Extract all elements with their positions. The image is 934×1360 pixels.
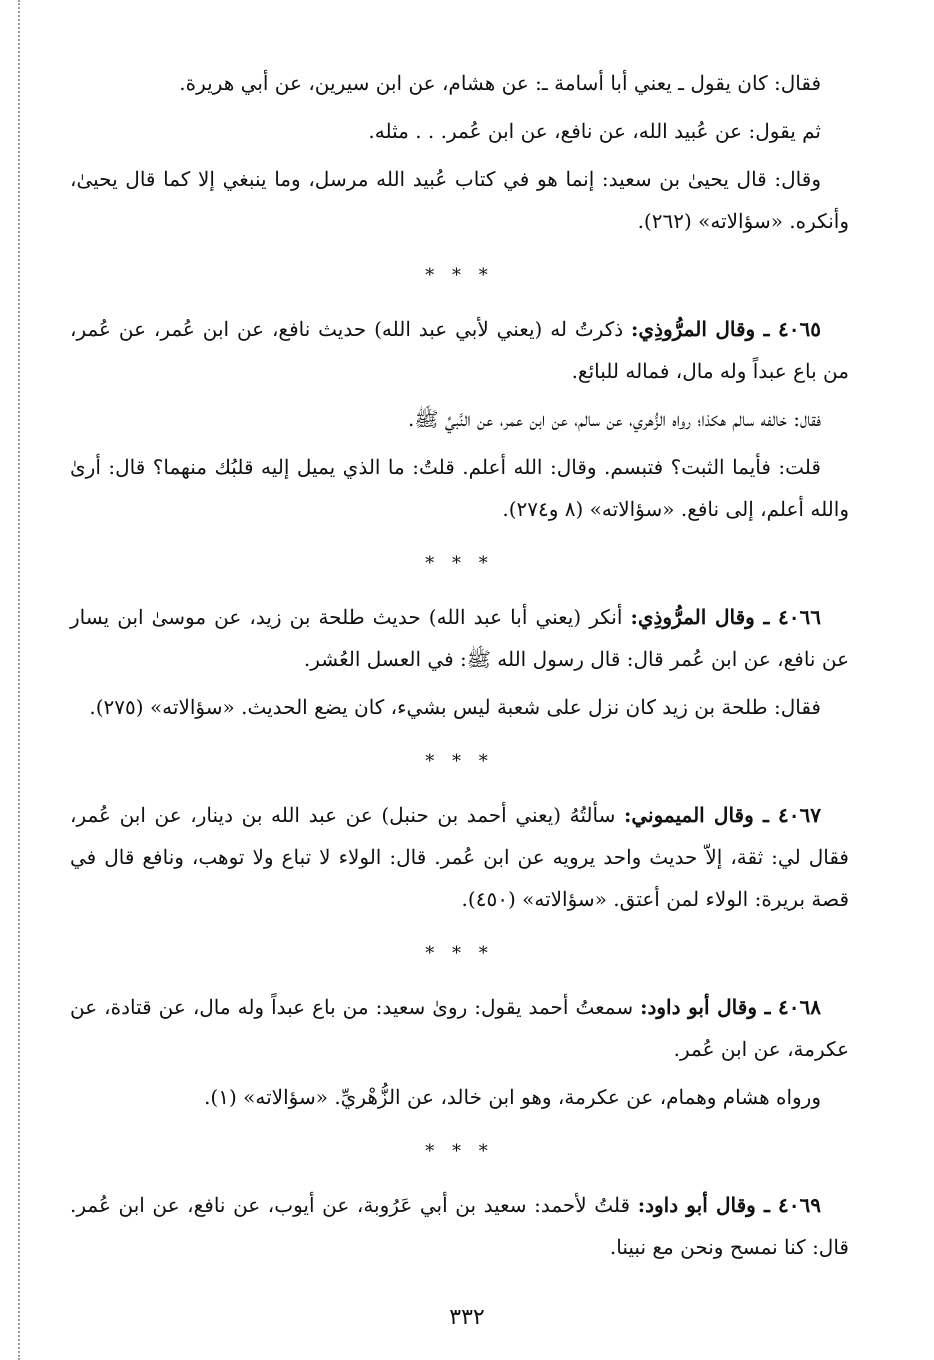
section-separator: * * * (425, 265, 494, 286)
entry-heading: ٤٠٦٩ ـ وقال أبو داود: (637, 1193, 822, 1217)
text-paragraph: فقال: كان يقول ـ يعني أبا أسامة ـ: عن هشام، عن ابن سيرين، عن أبي هريرة. (179, 71, 821, 95)
text-paragraph: ثم يقول: عن عُبيد الله، عن نافع، عن ابن عُمر. . . مثله. (368, 119, 821, 143)
section-separator: * * * (425, 943, 494, 964)
entry-body: أنكر (يعني أبا عبد الله) حديث طلحة بن زيد، عن موسىٰ ابن يسار عن نافع، عن ابن عُمر قال: قال رسول الله ﷺ: في العسل العُشر. (70, 605, 849, 671)
section-separator: * * * (425, 553, 494, 574)
text-paragraph: ورواه هشام وهمام، عن عكرمة، وهو ابن خالد، عن الزُّهْريِّ. «سؤالاته» (١). (204, 1085, 821, 1109)
page-number: ٣٣٢ (449, 1305, 485, 1330)
entry-body: سألتُهُ (يعني أحمد بن حنبل) عن عبد الله بن دينار، عن ابن عُمر، فقال لي: ثقة، إلاّ حديث واحد يرويه عن ابن عُمر. قال: الولاء لا تباع ولا توهب، ونافع قال في قصة بريرة: الولاء لمن أعتق. «سؤالاته» (٤٥٠). (70, 803, 849, 911)
text-paragraph: وقال: قال يحيىٰ بن سعيد: إنما هو في كتاب عُبيد الله مرسل، وما ينبغي إلا كما قال يحيىٰ، وأنكره. «سؤالاته» (٢٦٢). (70, 167, 849, 233)
entry-4068 (70, 986, 849, 1070)
text-paragraph: فقال: خالفه سالم هكذا؛ رواه الزُّهري، عن سالم، عن ابن عمر، عن النَّبيِّ ﷺ. (408, 407, 821, 431)
entry-heading: ٤٠٦٦ ـ وقال المرُّوذِي: (630, 605, 821, 629)
entry-body: سمعتُ أحمد يقول: روىٰ سعيد: من باع عبداً وله مال، عن قتادة، عن عكرمة، عن ابن عُمر. (70, 995, 849, 1061)
entry-4065 (70, 308, 849, 392)
entry-body: ذكرتُ له (يعني لأبي عبد الله) حديث نافع، عن ابن عُمر، عن عُمر، من باع عبداً وله مال، فماله للبائع. (70, 317, 849, 383)
entry-4066 (70, 596, 849, 680)
entry-4067 (70, 794, 849, 920)
section-separator: * * * (425, 751, 494, 772)
page-body (70, 62, 849, 1274)
entry-heading: ٤٠٦٥ ـ وقال المرُّوذِي: (631, 317, 821, 341)
margin-dotted-line (18, 0, 20, 1360)
entry-body: قلتُ لأحمد: سعيد بن أبي عَرُوبة، عن أيوب، عن نافع، عن ابن عُمر. قال: كنا نمسح ونحن مع نبينا. (70, 1193, 849, 1259)
text-paragraph: فقال: طلحة بن زيد كان نزل على شعبة ليس بشيء، كان يضع الحديث. «سؤالاته» (٢٧٥). (89, 695, 821, 719)
section-separator: * * * (425, 1141, 494, 1162)
entry-heading: ٤٠٦٨ ـ وقال أبو داود: (640, 995, 821, 1019)
text-paragraph: قلت: فأيما الثبت؟ فتبسم. وقال: الله أعلم. قلتُ: ما الذي يميل إليه قلبُك منهما؟ قال: أرىٰ والله أعلم، إلى نافع. «سؤالاته» (٨ و٢٧٤). (70, 455, 849, 521)
entry-4069 (70, 1184, 849, 1268)
entry-heading: ٤٠٦٧ ـ وقال الميموني: (623, 803, 822, 827)
